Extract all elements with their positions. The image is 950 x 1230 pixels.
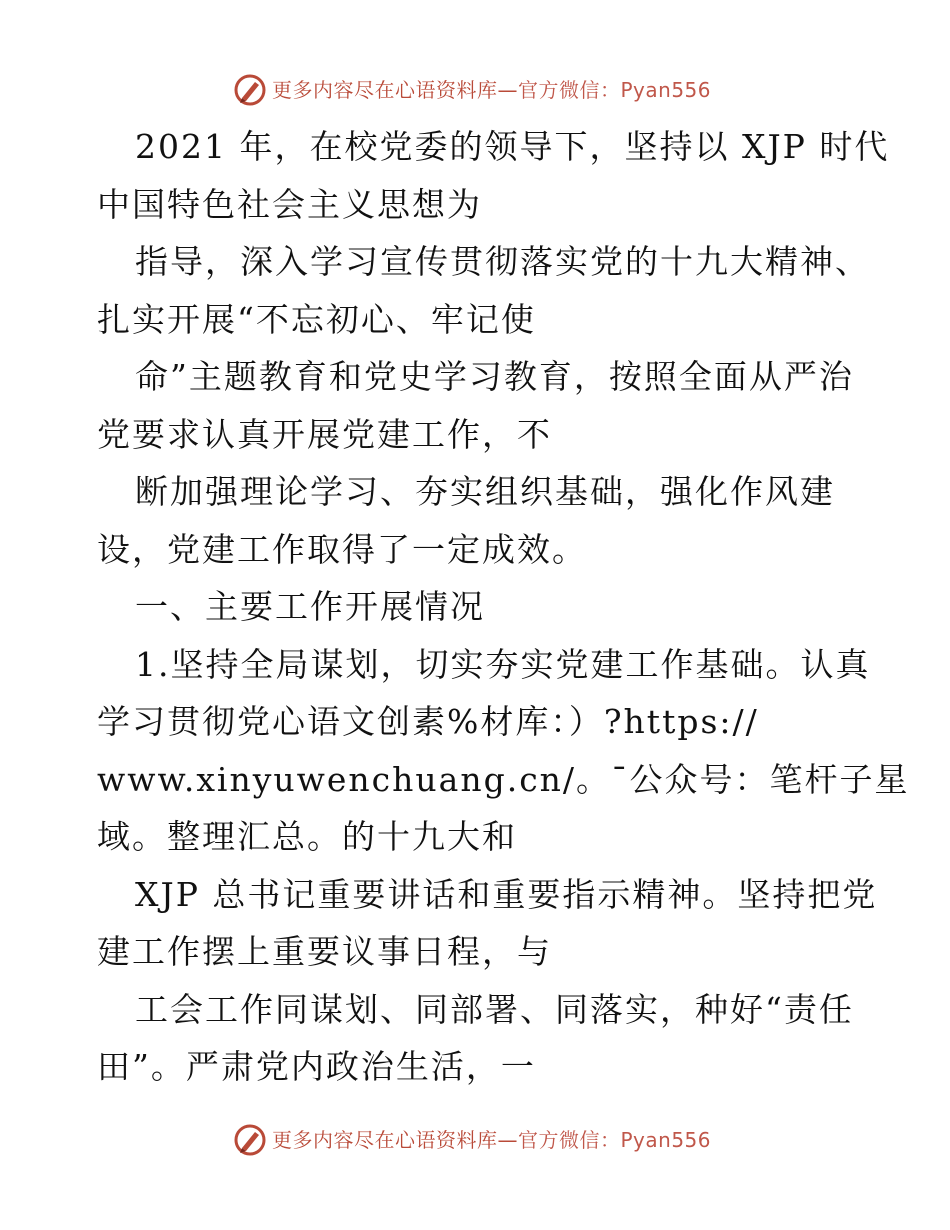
text-line: 学习贯彻党心语文创素%材库：）?https:// [97, 702, 759, 741]
document-body [97, 118, 910, 1096]
text-line: 指导，深入学习宣传贯彻落实党的十九大精神、 [135, 242, 870, 281]
text-line: 2021 年，在校党委的领导下，坚持以 XJP 时代 [135, 127, 890, 166]
watermark-separator: — [497, 78, 518, 102]
pen-logo-icon [233, 73, 267, 107]
text-line: 党要求认真开展党建工作，不 [97, 414, 552, 454]
pen-logo-icon [233, 1123, 267, 1157]
watermark-text [272, 1126, 711, 1154]
watermark-site-name: 更多内容尽在心语资料库 [272, 78, 498, 102]
text-line: XJP 总书记重要讲话和重要指示精神。坚持把党 [135, 874, 878, 914]
watermark-wechat: 官方微信：Pyan556 [518, 78, 712, 102]
text-line: 建工作摆上重要议事日程，与 [97, 932, 552, 971]
watermark-separator: — [497, 1128, 518, 1152]
text-line: 中国特色社会主义思想为 [97, 184, 482, 224]
section-heading: 一、主要工作开展情况 [135, 587, 485, 626]
header-watermark [0, 70, 950, 110]
text-line: www.xinyuwenchuang.cn/。¯公众号：笔杆子星 [97, 759, 910, 799]
text-line: 工会工作同谋划、同部署、同落实，种好“责任 [135, 989, 854, 1029]
text-line: 命”主题教育和党史学习教育，按照全面从严治 [135, 357, 854, 396]
text-line: 1.坚持全局谋划，切实夯实党建工作基础。认真 [135, 644, 871, 684]
watermark-wechat: 官方微信：Pyan556 [518, 1128, 712, 1152]
watermark-text [272, 76, 711, 104]
text-line: 断加强理论学习、夯实组织基础，强化作风建 [135, 472, 835, 511]
text-line: 田”。严肃党内政治生活，一 [97, 1047, 536, 1086]
text-line: 扎实开展“不忘初心、牢记使 [97, 299, 536, 339]
text-line: 域。整理汇总。的十九大和 [97, 817, 517, 856]
watermark-site-name: 更多内容尽在心语资料库 [272, 1128, 498, 1152]
text-line: 设，党建工作取得了一定成效。 [97, 529, 587, 569]
footer-watermark [0, 1120, 950, 1160]
